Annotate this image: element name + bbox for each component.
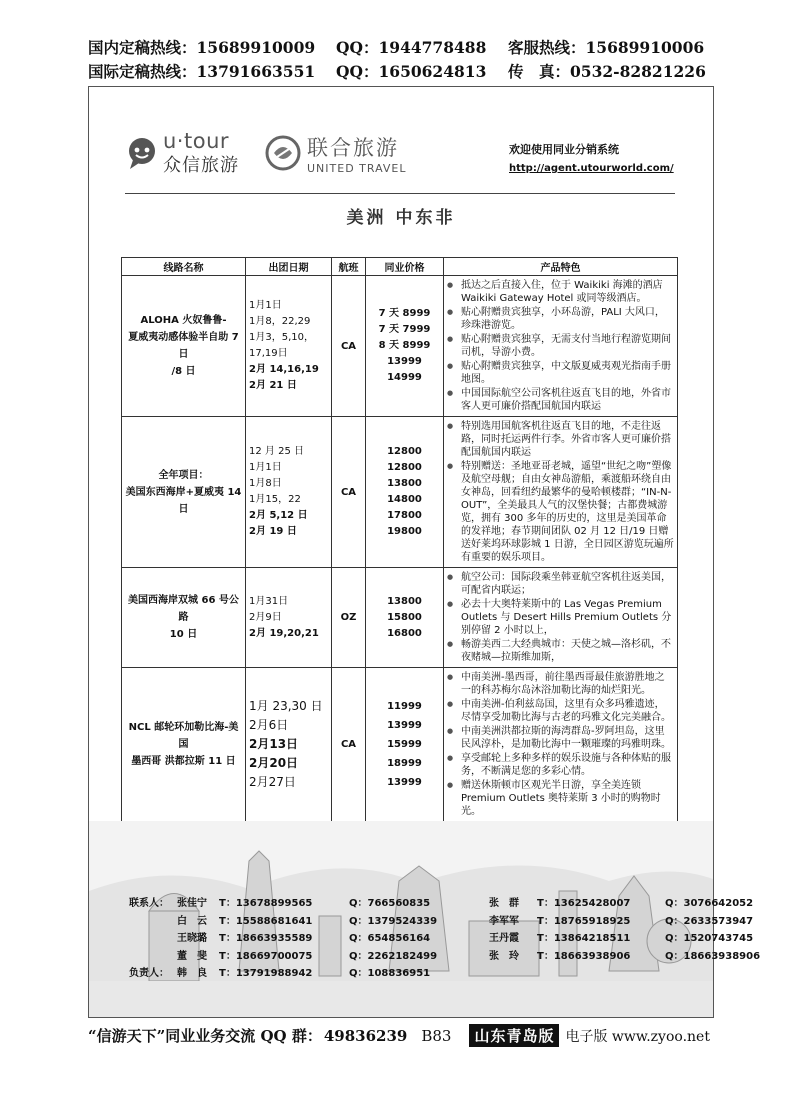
contact-phone: T：13791988942 [219, 968, 313, 979]
contact-row [129, 895, 760, 913]
route-name-line: 10 日 [169, 629, 198, 640]
qq-group-label: “信游天下”同业业务交流 QQ 群： [88, 1027, 322, 1045]
price-line: 14800 [387, 494, 422, 505]
contact-qq: Q：1520743745 [665, 933, 754, 944]
price-line: 17800 [387, 510, 422, 521]
utour-logo [125, 129, 239, 177]
table-header-row [122, 258, 678, 276]
hotline-header [88, 36, 728, 84]
fax-number: 传 真：0532-82821226 [508, 62, 706, 81]
contact-name: 韩 良 [177, 968, 207, 979]
date-line: 12 月 25 日 [249, 446, 304, 457]
contact-name: 张 群 [489, 898, 519, 909]
domestic-hotline: 国内定稿热线：15689910009 [88, 38, 316, 57]
contact-phone: T：13678899565 [219, 898, 313, 909]
feature-item: ● 抵达之后直接入住，位于 Waikiki 海滩的酒店 Waikiki Gateway Hotel 或同等级酒店。 [447, 279, 674, 305]
service-hotline: 客服热线：15689910006 [508, 38, 705, 57]
price-cell [366, 668, 444, 822]
price-line: 7 天 7999 [378, 324, 431, 335]
price-line: 19800 [387, 526, 422, 537]
date-line: 2月 19 日 [249, 526, 297, 537]
table-row [122, 568, 678, 668]
contact-qq: Q：2262182499 [349, 950, 438, 962]
date-line: 2月20日 [249, 756, 299, 770]
route-name-line: 墨西哥 洪都拉斯 11 日 [131, 756, 236, 767]
feature-item: ● 中南美洲-伯利兹岛国，这里有众多玛雅遗迹，尽情享受加勒比海与古老的玛雅文化完美融合。 [447, 698, 674, 724]
utour-speech-bubble-icon [125, 136, 159, 170]
price-line: 13800 [387, 595, 422, 607]
feature-item: ● 贴心附赠贵宾独享，小环岛游，PALI 大风口，珍珠港游览。 [447, 306, 674, 332]
feature-item: ● 特别选用国航客机往返直飞目的地，不走往返路，同时托运两件行李。外省市客人更可廉价搭配国航国内联运 [447, 420, 674, 459]
ad-frame [88, 86, 761, 1018]
utour-english-name: u·tour [163, 129, 230, 153]
date-line: 2月9日 [249, 611, 282, 623]
date-line: 1月8，22,29 [249, 316, 311, 327]
feature-item: ● 贴心附赠贵宾独享，无需支付当地行程游览期间司机，导游小费。 [447, 333, 674, 359]
route-name-line: 美国西海岸双城 66 号公路 [128, 595, 239, 623]
domestic-qq: QQ：1944778488 [336, 38, 487, 57]
contact-phone: T：13625428007 [537, 898, 631, 909]
dates-cell [246, 417, 332, 568]
dates-cell [246, 276, 332, 417]
route-name-cell [122, 276, 246, 417]
route-name-cell [122, 668, 246, 822]
united-english-name: UNITED TRAVEL [307, 161, 407, 175]
features-cell [444, 276, 678, 417]
header-dates: 出团日期 [246, 258, 332, 276]
route-name-line: 全年项目： [158, 469, 209, 481]
feature-item: ● 中南美洲洪都拉斯的海湾群岛-罗阿坦岛，这里民风淳朴，是加勒比海中一颗璀璨的玛雅明珠。 [447, 725, 674, 751]
features-cell [444, 417, 678, 568]
contact-qq: Q：766560835 [349, 898, 431, 909]
date-line: 1月1日 [249, 462, 282, 473]
price-cell [366, 568, 444, 668]
header-divider [125, 193, 675, 194]
contact-qq: Q：18663938906 [665, 950, 761, 962]
feature-item: ● 必去十大奥特莱斯中的 Las Vegas Premium Outlets 与 Desert Hills Premium Outlets 分别停留 2 小时以上， [447, 598, 674, 637]
date-line: 1月15，22 [249, 494, 301, 505]
header-price: 同业价格 [366, 258, 444, 276]
price-cell [366, 276, 444, 417]
price-line: 13999 [387, 356, 422, 367]
hotline-row-2 [88, 60, 728, 84]
price-line: 12800 [387, 446, 422, 457]
route-name-cell [122, 568, 246, 668]
region-title: 美洲 中东非 [346, 208, 456, 228]
tour-table [121, 257, 678, 891]
features-cell [444, 568, 678, 668]
agent-url-link[interactable]: http://agent.utourworld.com/ [509, 163, 674, 174]
contact-name: 王丹霞 [489, 933, 519, 944]
route-name-line: 美国东西海岸+夏威夷 14 [125, 486, 242, 498]
price-line: 15800 [387, 611, 422, 623]
price-line: 8 天 8999 [378, 340, 431, 351]
contact-row [129, 930, 760, 948]
date-line: 1月8日 [249, 478, 282, 489]
contact-qq: Q：2633573947 [665, 915, 754, 927]
route-name-line: 夏威夷动感体验半自助 7 日 [128, 332, 239, 360]
table-row [122, 417, 678, 568]
feature-item: ● 享受邮轮上多种多样的娱乐设施与各种体贴的服务，不断满足您的多彩心情。 [447, 752, 674, 778]
airline-cell: CA [332, 276, 366, 417]
date-line: 2月13日 [249, 737, 299, 751]
contact-qq: Q：108836951 [349, 968, 431, 979]
contact-qq: Q：3076642052 [665, 898, 754, 909]
feature-item: ● 特别赠送：圣地亚哥老城，遥望“世纪之吻”塑像及航空母舰；自由女神岛游船，乘渡船环绕自由女神岛，回看纽约最繁华的曼哈顿楼群；“IN-N-OUT”，全美最具人气的汉堡快餐；古都费城游览，拥有 300 多年的历史的，这里是美国革命的发祥地；春节期间团队 02 月 12 日/19 日赠送好莱坞环球影城 1 日游，全日园区游览玩遍所有重要的娱乐项目。 [447, 460, 674, 564]
feature-item: ● 中国国际航空公司客机往返直飞目的地，外省市客人更可廉价搭配国航国内联运 [447, 387, 674, 413]
price-line: 16800 [387, 627, 422, 639]
contact-name: 张佳宁 [177, 898, 207, 909]
date-line: 17,19日 [249, 348, 288, 359]
page-footer [88, 1024, 712, 1047]
price-line: 11999 [387, 701, 422, 712]
date-line: 2月 5,12 日 [249, 510, 308, 521]
international-qq: QQ：1650624813 [336, 62, 487, 81]
contact-phone: T：18669700075 [219, 950, 313, 962]
contact-name: 董 斐 [177, 950, 207, 962]
header-features: 产品特色 [444, 258, 678, 276]
date-line: 2月6日 [249, 718, 289, 732]
date-line: 2月 19,20,21 [249, 627, 319, 639]
date-line: 1月31日 [249, 595, 289, 607]
airline-cell: CA [332, 417, 366, 568]
feature-item: ● 畅游美西二大经典城市：天使之城—洛杉矶，不夜赌城—拉斯维加斯， [447, 638, 674, 664]
route-name-line: ALOHA 火奴鲁鲁- [140, 315, 227, 326]
date-line: 1月 23,30 日 [249, 699, 323, 713]
price-line: 15999 [387, 739, 422, 750]
dates-cell [246, 668, 332, 822]
price-line: 13999 [387, 777, 422, 788]
price-line: 7 天 8999 [378, 308, 431, 319]
feature-item: ● 中南美洲-墨西哥，前往墨西哥最佳旅游胜地之一的科苏梅尔岛沐浴加勒比海的灿烂阳光。 [447, 671, 674, 697]
united-travel-emblem-icon [265, 135, 301, 171]
features-cell [444, 668, 678, 822]
qq-group-number: 49836239 [323, 1026, 408, 1045]
airline-cell: CA [332, 668, 366, 822]
price-line: 18999 [387, 758, 422, 769]
airline-cell: OZ [332, 568, 366, 668]
date-line: 2月 14,16,19 [249, 364, 319, 375]
contact-row [129, 948, 760, 966]
utour-chinese-name: 众信旅游 [163, 155, 239, 176]
price-line: 14999 [387, 372, 422, 383]
contacts-block [129, 895, 760, 983]
price-line: 13800 [387, 478, 422, 489]
price-line: 12800 [387, 462, 422, 473]
price-cell [366, 417, 444, 568]
contact-qq: Q：1379524339 [349, 915, 438, 927]
route-name-cell [122, 417, 246, 568]
table-row [122, 668, 678, 822]
date-line: 2月27日 [249, 775, 296, 789]
date-line: 1月1日 [249, 300, 282, 311]
header-route: 线路名称 [122, 258, 246, 276]
dates-cell [246, 568, 332, 668]
route-name-line: NCL 邮轮环加勒比海-美国 [128, 722, 239, 750]
brand-logos [125, 129, 407, 177]
contact-row [129, 965, 760, 983]
contacts-label: 联系人： [129, 898, 169, 909]
page-number: B83 [421, 1026, 452, 1045]
header-flight: 航班 [332, 258, 366, 276]
hotline-row-1 [88, 36, 728, 60]
feature-item: ● 航空公司：国际段乘坐韩亚航空客机往返美国，可配省内联运； [447, 571, 674, 597]
contact-phone: T：18663935589 [219, 933, 313, 944]
price-line: 13999 [387, 720, 422, 731]
date-line: 2月 21 日 [249, 380, 297, 391]
contact-phone: T：13864218511 [537, 933, 631, 944]
welcome-text: 欢迎使用同业分销系统 [509, 143, 619, 156]
international-hotline: 国际定稿热线：13791663551 [88, 62, 316, 81]
contact-name: 白 云 [177, 915, 207, 927]
contact-name: 张 玲 [489, 950, 519, 962]
date-line: 1月3，5,10， [249, 332, 314, 343]
united-travel-logo [265, 132, 407, 175]
united-chinese-name: 联合旅游 [307, 135, 399, 160]
table-row [122, 276, 678, 417]
contact-row [129, 913, 760, 931]
contact-phone: T：18765918925 [537, 915, 631, 927]
feature-item: ● 贴心附赠贵宾独享，中文版夏威夷观光指南手册地图。 [447, 360, 674, 386]
edition-badge: 山东青岛版 [469, 1024, 559, 1047]
welcome-box [509, 141, 674, 174]
responsible-label: 负责人： [129, 968, 169, 979]
contact-name: 王晓璐 [177, 933, 207, 944]
feature-item: ● 赠送休斯顿市区观光半日游，享全美连锁 Premium Outlets 奥特莱斯 3 小时的购物时光。 [447, 779, 674, 818]
contact-phone: T：15588681641 [219, 915, 313, 927]
edition-site: 电子版 www.zyoo.net [565, 1028, 710, 1045]
contact-name: 李军军 [489, 915, 519, 927]
route-name-line: 日 [178, 503, 189, 515]
contact-qq: Q：654856164 [349, 933, 431, 944]
route-name-line: /8 日 [171, 366, 196, 377]
contact-phone: T：18663938906 [537, 950, 631, 962]
